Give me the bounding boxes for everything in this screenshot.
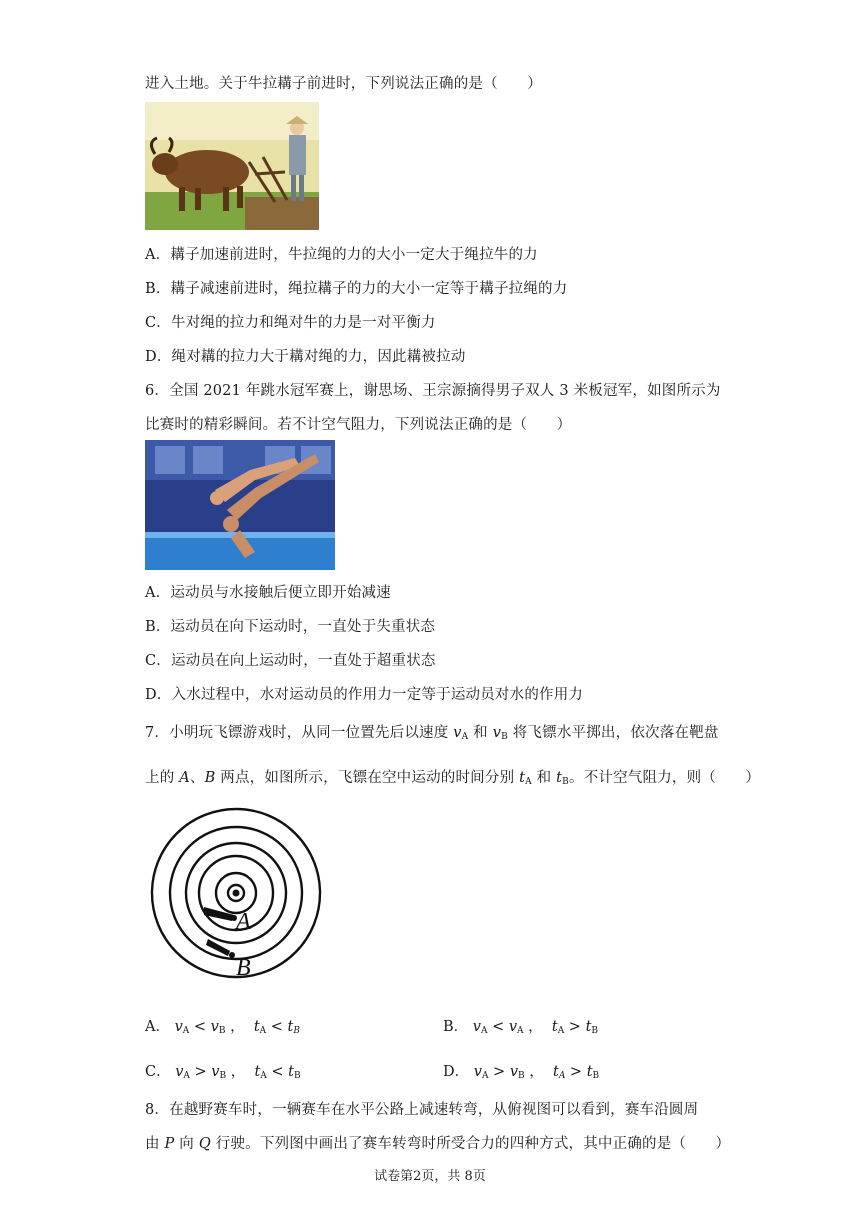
question-5-stem-tail: 进入土地。关于牛拉耩子前进时，下列说法正确的是（ ） [145,76,542,92]
q6-stem-line1: 6．全国 2021 年跳水冠军赛上，谢思场、王宗源摘得男子双人 3 米板冠军，如图所示为 [145,383,721,399]
q6-option-c: C．运动员在向上运动时，一直处于超重状态 [145,653,436,669]
q6-option-b: B．运动员在向下运动时，一直处于失重状态 [145,619,436,635]
q8-stem-line1: 8．在越野赛车时，一辆赛车在水平公路上减速转弯，从俯视图可以看到，赛车沿圆周 [145,1102,699,1118]
label-b: B [236,955,251,981]
label-a: A [236,909,251,935]
q5-option-d: D．绳对耩的拉力大于耩对绳的力，因此耩被拉动 [145,349,466,365]
q7-option-a: A． $v_A < v_B$ ， $t_A < t_B$ [145,1019,300,1036]
q7-option-b: B． $v_A < v_A$ ， $t_A > t_B$ [443,1019,599,1036]
q7-stem-line2: 上的 A、B 两点，如图所示，飞镖在空中运动的时间分别 $t_A$ 和 $t_B$。不计空气阻力，则（ ） [145,770,761,787]
q5-option-c: C．牛对绳的拉力和绳对牛的力是一对平衡力 [145,315,436,331]
q5-option-a: A．耩子加速前进时，牛拉绳的力的大小一定大于绳拉牛的力 [145,247,538,263]
q6-option-a: A．运动员与水接触后便立即开始减速 [145,585,391,601]
q6-option-d: D．入水过程中，水对运动员的作用力一定等于运动员对水的作用力 [145,687,584,703]
page-footer: 试卷第2页，共 8页 [374,1169,486,1184]
q7-option-d: D． $v_A > v_B$ ， $t_A > t_B$ [443,1064,600,1081]
ox-plough-image [145,102,319,230]
q8-stem-line2: 由 P 向 Q 行驶。下列图中画出了赛车转弯时所受合力的四种方式，其中正确的是（ ） [145,1136,731,1152]
q7-stem-line1: 7．小明玩飞镖游戏时，从同一位置先后以速度 $v_A$ 和 $v_B$ 将飞镖水平掷出，依次落在靶盘 [145,725,719,742]
dartboard-diagram [148,805,328,985]
diving-image [145,440,335,570]
q6-stem-line2: 比赛时的精彩瞬间。若不计空气阻力，下列说法正确的是（ ） [145,417,572,433]
q5-option-b: B．耩子减速前进时，绳拉耩子的力的大小一定等于耩子拉绳的力 [145,281,568,297]
q7-option-c: C． $v_A > v_B$ ， $t_A < t_B$ [145,1064,301,1081]
